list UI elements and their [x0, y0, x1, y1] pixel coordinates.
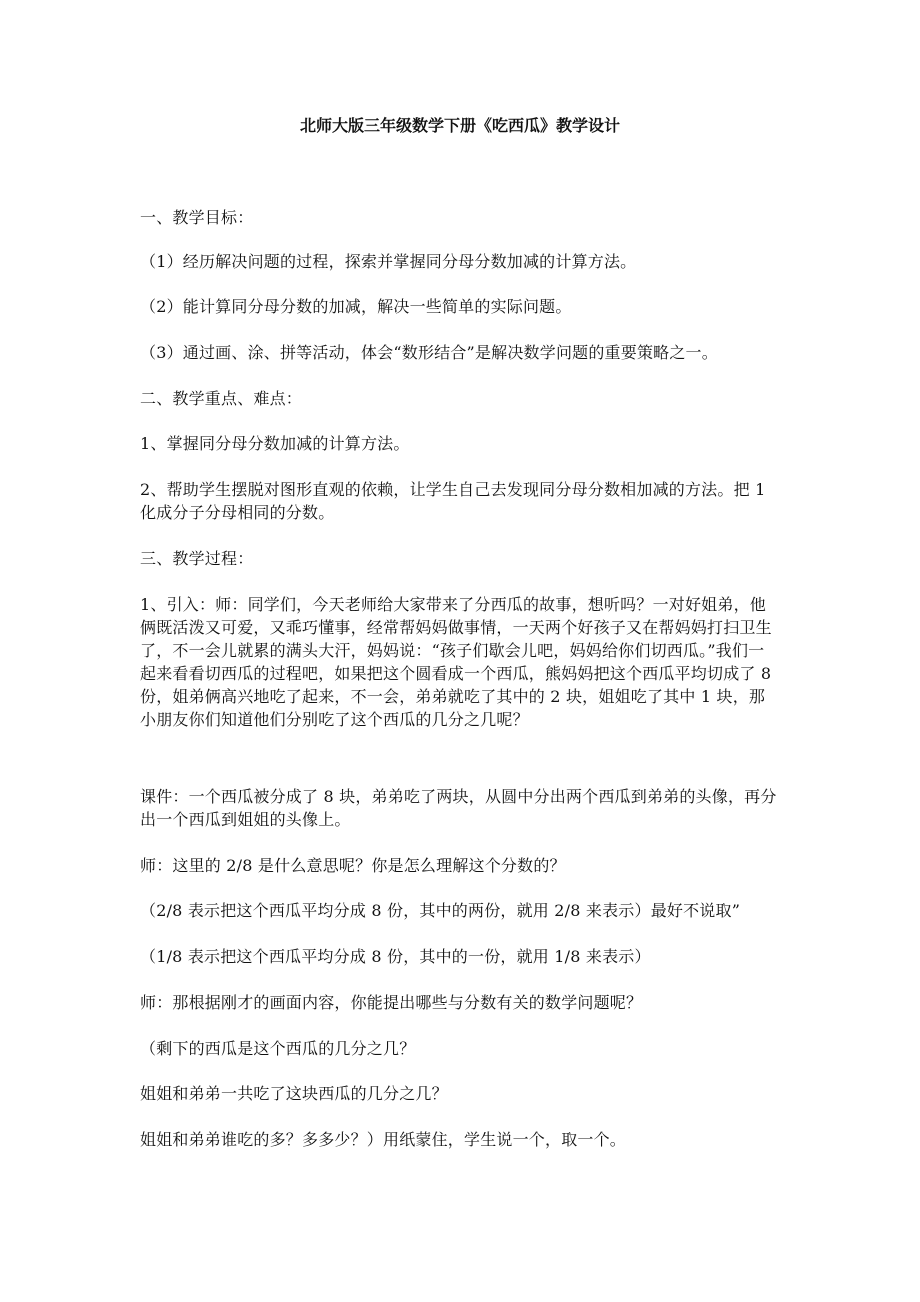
key-point-1: 1、掌握同分母分数加减的计算方法。 — [140, 434, 410, 453]
document-title: 北师大版三年级数学下册《吃西瓜》教学设计 — [299, 116, 620, 135]
section-heading-process: 三、教学过程： — [140, 549, 254, 568]
process-intro: 1、引入：师：同学们，今天老师给大家带来了分西瓜的故事，想听吗？一对好姐弟，他俩既活泼又可爱，又乖巧懂事，经常帮妈妈做事情，一天两个好孩子又在帮妈妈打扫卫生了，不一会儿就累的满头大汗，妈妈说：“孩子们歇会儿吧，妈妈给你们切西瓜。”我们一起来看看切西瓜的过程吧，如果把这个圆看成一个西瓜，熊妈妈把这个西瓜平均切成了 8 份，姐弟俩高兴地吃了起来，不一会，弟弟就吃了其中的 2 块，姐姐吃了其中 1 块，那小朋友你们知道他们分别吃了这个西瓜的几分之几呢？ — [140, 595, 772, 729]
answer-2-8: （2/8 表示把这个西瓜平均分成 8 份，其中的两份，就用 2/8 来表示）最好不说取” — [140, 901, 741, 920]
courseware-note: 课件：一个西瓜被分成了 8 块，弟弟吃了两块，从圆中分出两个西瓜到弟弟的头像，再分出一个西瓜到姐姐的头像上。 — [140, 787, 777, 829]
section-heading-objectives: 一、教学目标： — [140, 208, 254, 227]
student-question-2: 姐姐和弟弟一共吃了这块西瓜的几分之几？ — [140, 1084, 448, 1103]
key-point-2: 2、帮助学生摆脱对图形直观的依赖，让学生自己去发现同分母分数相加减的方法。把 1 化成分子分母相同的分数。 — [140, 480, 766, 522]
student-question-3: 姐姐和弟弟谁吃的多？多多少？）用纸蒙住，学生说一个，取一个。 — [140, 1130, 627, 1149]
objective-1: （1）经历解决问题的过程，探索并掌握同分母分数加减的计算方法。 — [140, 252, 637, 271]
objective-2: （2）能计算同分母分数的加减，解决一些简单的实际问题。 — [140, 297, 572, 316]
student-question-1: （剩下的西瓜是这个西瓜的几分之几？ — [140, 1039, 416, 1058]
answer-1-8: （1/8 表示把这个西瓜平均分成 8 份，其中的一份，就用 1/8 来表示） — [140, 947, 651, 966]
objective-3: （3）通过画、涂、拼等活动，体会“数形结合”是解决数学问题的重要策略之一。 — [140, 343, 718, 362]
teacher-question-1: 师：这里的 2/8 是什么意思呢？你是怎么理解这个分数的？ — [140, 856, 566, 875]
teacher-question-2: 师：那根据刚才的画面内容，你能提出哪些与分数有关的数学问题呢？ — [140, 993, 643, 1012]
section-heading-key-points: 二、教学重点、难点： — [140, 389, 303, 408]
